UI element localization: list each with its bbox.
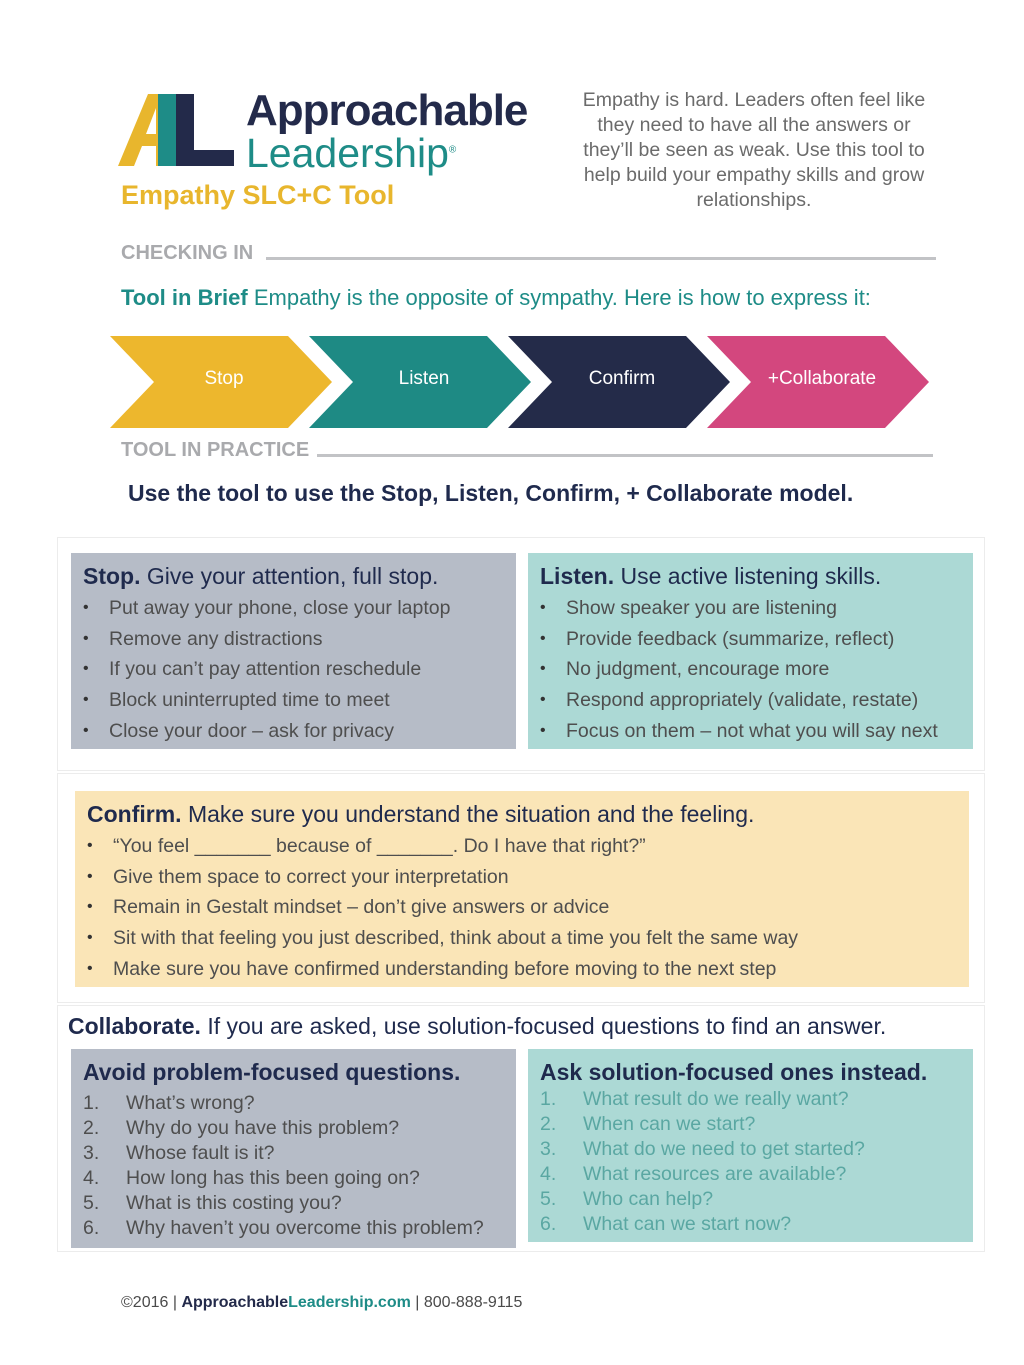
- stop-card: [71, 553, 516, 749]
- list-item: 4. How long has this been going on?: [83, 1167, 420, 1189]
- list-item: • Show speaker you are listening: [540, 593, 959, 624]
- section-tool-in-practice: TOOL IN PRACTICE: [121, 439, 310, 461]
- intro-text: Empathy is hard. Leaders often feel like they need to have all the answers or they’ll be seen as weak. Use this tool to help build your empathy skills and grow relationships.: [582, 89, 926, 211]
- list-item: • Remain in Gestalt mindset – don’t give answers or advice: [87, 892, 955, 923]
- listen-card-title: Listen. Use active listening skills.: [540, 563, 882, 589]
- brief-label: Tool in Brief: [121, 285, 248, 310]
- list-item: 3. Whose fault is it?: [83, 1142, 275, 1164]
- list-item: • If you can’t pay attention reschedule: [83, 654, 502, 685]
- listen-list: [540, 593, 959, 747]
- list-item: • Sit with that feeling you just described, think about a time you felt the same way: [87, 923, 955, 954]
- list-item: • Give them space to correct your interpretation: [87, 862, 955, 893]
- step-confirm-label: Confirm: [588, 368, 656, 389]
- brief-text: Empathy is the opposite of sympathy. Here is how to express it:: [253, 285, 871, 310]
- list-item: • No judgment, encourage more: [540, 654, 959, 685]
- practice-heading: Use the tool to use the Stop, Listen, Confirm, + Collaborate model.: [128, 480, 854, 506]
- list-item: 5. What is this costing you?: [83, 1192, 342, 1214]
- section-divider: [266, 257, 936, 260]
- step-listen-label: Listen: [398, 368, 450, 389]
- list-item: 1. What result do we really want?: [540, 1088, 849, 1110]
- footer: [121, 1294, 522, 1312]
- step-collaborate-label: +Collaborate: [767, 368, 877, 389]
- list-item: 3. What do we need to get started?: [540, 1138, 865, 1160]
- list-item: 2. Why do you have this problem?: [83, 1117, 400, 1139]
- list-item: 4. What resources are available?: [540, 1163, 847, 1185]
- list-item: • Block uninterrupted time to meet: [83, 685, 502, 716]
- step-stop-label: Stop: [204, 368, 244, 389]
- collaborate-heading: Collaborate. If you are asked, use solution-focused questions to find an answer.: [68, 1013, 887, 1039]
- al-logo-mark: [118, 90, 236, 170]
- avoid-list: [83, 1091, 502, 1241]
- listen-card: [528, 553, 973, 749]
- ask-card: [528, 1049, 973, 1242]
- footer-phone: | 800-888-9115: [415, 1294, 523, 1311]
- list-item: • Close your door – ask for privacy: [83, 716, 502, 747]
- list-item: • Provide feedback (summarize, reflect): [540, 624, 959, 655]
- brand-logo: [118, 86, 538, 176]
- list-item: 5. Who can help?: [540, 1188, 714, 1210]
- avoid-card-title: Avoid problem-focused questions.: [83, 1059, 461, 1085]
- footer-website-link[interactable]: ApproachableLeadership.com: [181, 1294, 411, 1311]
- logo-word-leadership: Leadership®: [246, 130, 457, 176]
- avoid-card: [71, 1049, 516, 1248]
- list-item: 6. What can we start now?: [540, 1213, 792, 1235]
- list-item: 1. What’s wrong?: [83, 1092, 255, 1114]
- tool-title: Empathy SLC+C Tool: [121, 180, 395, 210]
- logo-word-approachable: Approachable: [246, 86, 528, 135]
- stop-card-title: Stop. Give your attention, full stop.: [83, 563, 439, 589]
- list-item: 6. Why haven’t you overcome this problem?: [83, 1217, 484, 1239]
- confirm-card-title: Confirm. Make sure you understand the situation and the feeling.: [87, 801, 755, 827]
- list-item: • Respond appropriately (validate, restate): [540, 685, 959, 716]
- trademark-symbol: ®: [448, 144, 457, 156]
- list-item: • Focus on them – not what you will say next: [540, 716, 959, 747]
- ask-list: [540, 1087, 959, 1237]
- section-divider: [317, 454, 933, 457]
- list-item: • “You feel _______ because of _______. Do I have that right?”: [87, 831, 955, 862]
- stop-list: [83, 593, 502, 747]
- footer-copyright: ©2016 |: [121, 1294, 177, 1311]
- list-item: 2. When can we start?: [540, 1113, 756, 1135]
- section-checking-in: CHECKING IN: [121, 242, 254, 264]
- list-item: • Remove any distractions: [83, 624, 502, 655]
- tool-in-brief: [121, 285, 871, 311]
- list-item: • Make sure you have confirmed understanding before moving to the next step: [87, 954, 955, 985]
- list-item: • Put away your phone, close your laptop: [83, 593, 502, 624]
- confirm-card: [75, 791, 969, 987]
- confirm-list: [87, 831, 955, 985]
- ask-card-title: Ask solution-focused ones instead.: [540, 1059, 928, 1085]
